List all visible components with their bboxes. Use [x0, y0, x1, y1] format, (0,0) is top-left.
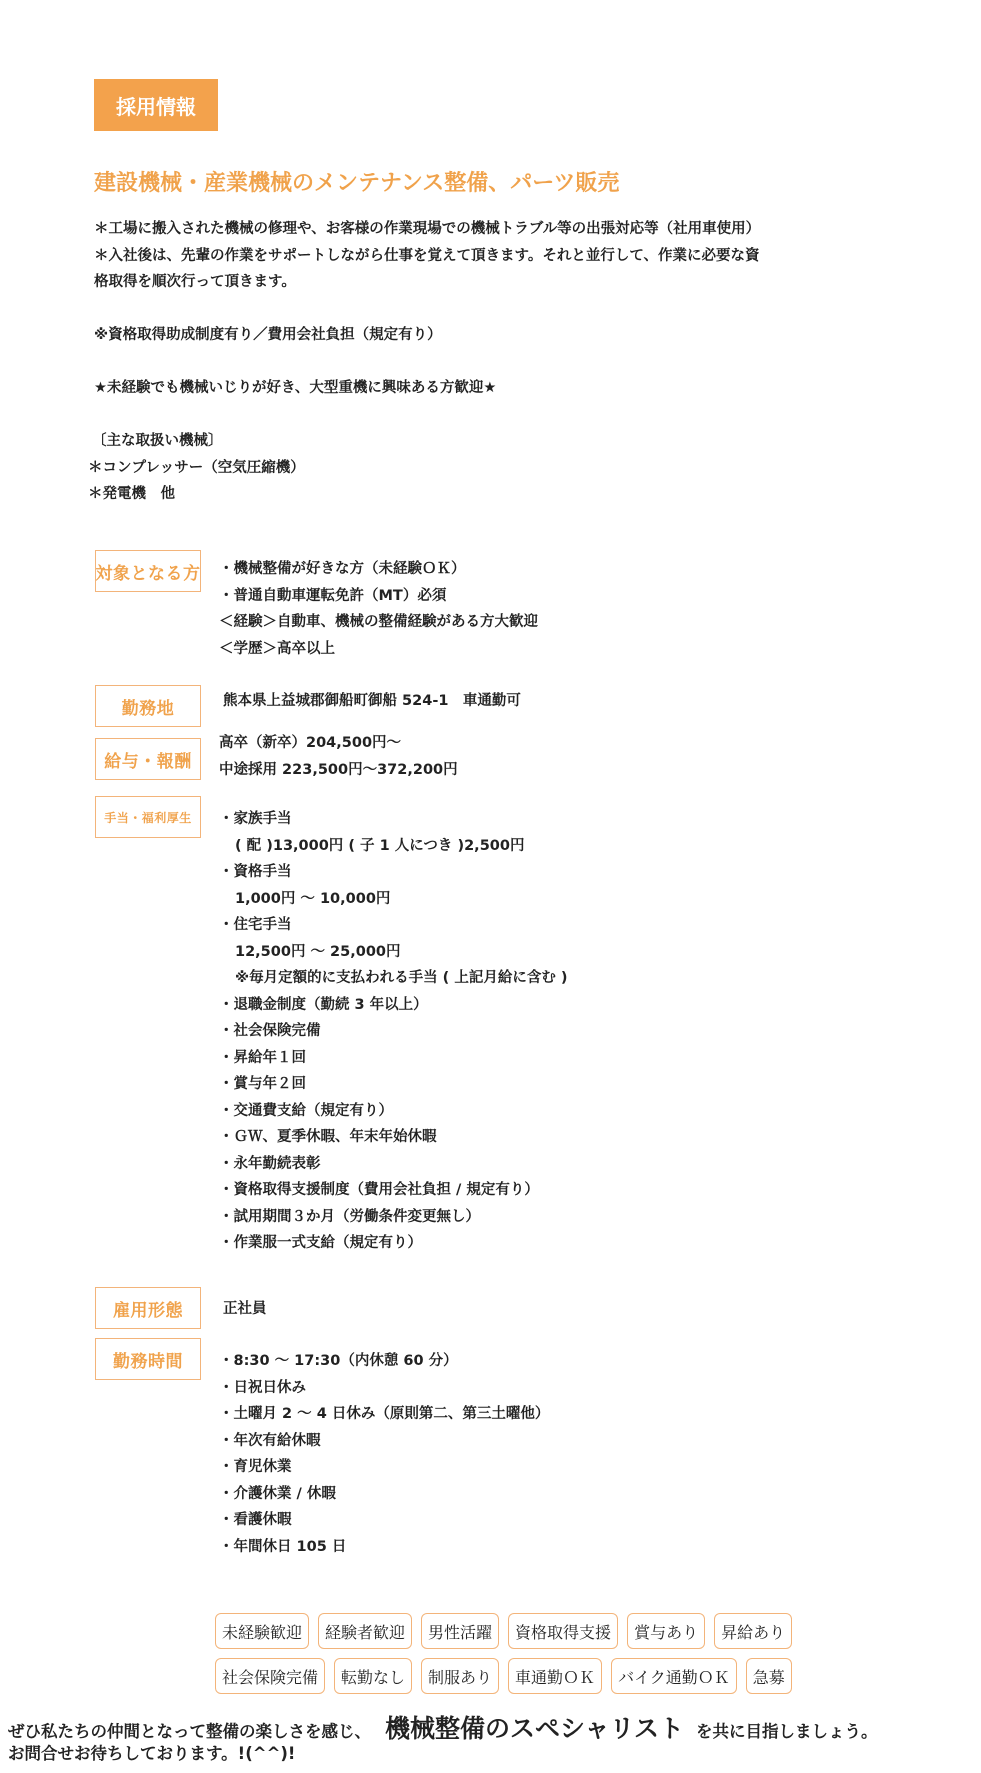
- salary-value: [219, 730, 458, 783]
- tag: 経験者歓迎: [318, 1613, 412, 1649]
- work-hours-label: 勤務時間: [95, 1338, 201, 1380]
- employment-type-label: 雇用形態: [95, 1287, 201, 1329]
- tag: 社会保険完備: [215, 1658, 325, 1694]
- benefit-line: ・住宅手当: [219, 917, 292, 933]
- work-location-label: 勤務地: [95, 685, 201, 727]
- work-hours-value: [219, 1348, 549, 1560]
- benefit-line: ・永年勤続表彰: [219, 1155, 321, 1172]
- benefit-line: ・家族手当: [219, 811, 292, 827]
- intro-line: 〔主な取扱い機械〕: [92, 433, 223, 449]
- hours-line: ・日祝日休み: [219, 1379, 306, 1396]
- salary-label: 給与・報酬: [95, 738, 201, 780]
- benefit-line: ・資格手当: [219, 864, 292, 880]
- target-line: ＜学歴＞高卒以上: [219, 640, 335, 657]
- feature-tags: [215, 1613, 845, 1703]
- target-candidates-value: [219, 556, 538, 662]
- tag: 賞与あり: [627, 1613, 705, 1649]
- tag: 未経験歓迎: [215, 1613, 309, 1649]
- hours-line: ・看護休暇: [219, 1512, 292, 1528]
- benefit-line: 12,500円 ～ 25,000円: [235, 943, 401, 960]
- hours-line: ・年次有給休暇: [219, 1432, 321, 1449]
- hours-line: ・介護休業 / 休暇: [219, 1485, 336, 1502]
- tag: 制服あり: [421, 1658, 499, 1694]
- salary-line: 高卒（新卒）204,500円～: [219, 735, 402, 751]
- target-line: ・機械整備が好きな方（未経験ＯＫ）: [219, 561, 466, 577]
- job-headline: 建設機械・産業機械のメンテナンス整備、パーツ販売: [94, 171, 620, 196]
- benefit-line: 1,000円 ～ 10,000円: [235, 890, 391, 907]
- intro-line: ＊入社後は、先輩の作業をサポートしながら仕事を覚えて頂きます。それと並行して、作業に必要な資: [94, 247, 760, 264]
- benefit-line: ( 配 )13,000円 ( 子 1 人につき )2,500円: [235, 837, 525, 854]
- tag: 転勤なし: [334, 1658, 412, 1694]
- hours-line: ・育児休業: [219, 1459, 292, 1475]
- closing-after: を共に目指しましょう。: [696, 1722, 878, 1741]
- benefit-line: ・昇給年１回: [219, 1049, 306, 1066]
- benefit-line: ・ＧＷ、夏季休暇、年末年始休暇: [219, 1129, 437, 1145]
- benefit-line: ※毎月定額的に支払われる手当 ( 上記月給に含む ): [235, 970, 568, 986]
- tag: バイク通勤ＯＫ: [611, 1658, 737, 1694]
- benefits-label: 手当・福利厚生: [95, 796, 201, 838]
- target-line: ＜経験＞自動車、機械の整備経験がある方大歓迎: [219, 614, 538, 630]
- intro-line: [94, 296, 834, 323]
- recruitment-info-badge: 採用情報: [94, 79, 218, 131]
- intro-line: ＊発電機 他: [88, 486, 175, 502]
- tag: 資格取得支援: [508, 1613, 618, 1649]
- benefit-line: ・社会保険完備: [219, 1023, 321, 1039]
- benefits-value: [219, 806, 568, 1257]
- hours-line: ・土曜月 2 ～ 4 日休み（原則第二、第三土曜他）: [219, 1406, 550, 1422]
- intro-line: ※資格取得助成制度有り／費用会社負担（規定有り）: [94, 327, 442, 343]
- location-line: 熊本県上益城郡御船町御船 524-1 車通勤可: [223, 693, 521, 709]
- hours-line: ・8:30 ～ 17:30（内休憩 60 分）: [219, 1353, 458, 1369]
- intro-line: ★未経験でも機械いじりが好き、大型重機に興味ある方歓迎★: [94, 380, 497, 396]
- target-line: ・普通自動車運転免許（MT）必須: [219, 587, 447, 604]
- intro-line: ＊コンプレッサー（空気圧縮機）: [88, 459, 305, 476]
- closing-emphasis: 機械整備のスペシャリスト: [385, 1714, 685, 1743]
- benefit-line: ・試用期間３か月（労働条件変更無し）: [219, 1208, 480, 1225]
- closing-contact-line: お問合せお待ちしております。!(^^)!: [8, 1744, 296, 1763]
- benefit-line: ・作業服一式支給（規定有り）: [219, 1235, 422, 1251]
- intro-line: [94, 402, 834, 429]
- job-description: [88, 216, 834, 508]
- closing-before: ぜひ私たちの仲間となって整備の楽しさを感じ、: [8, 1722, 371, 1741]
- tag-row: [215, 1658, 845, 1694]
- salary-line: 中途採用 223,500円～372,200円: [219, 761, 458, 778]
- tag: 車通勤ＯＫ: [508, 1658, 602, 1694]
- intro-line: ＊工場に搬入された機械の修理や、お客様の作業現場での機械トラブル等の出張対応等（社用車使用）: [94, 221, 761, 237]
- tag: 急募: [746, 1658, 792, 1694]
- intro-line: [94, 349, 834, 376]
- tag-row: [215, 1613, 845, 1649]
- target-candidates-label: 対象となる方: [95, 550, 201, 592]
- employment-line: 正社員: [223, 1301, 267, 1317]
- intro-line: 格取得を順次行って頂きます。: [94, 274, 296, 290]
- employment-type-value: [223, 1296, 267, 1323]
- tag: 昇給あり: [714, 1613, 792, 1649]
- benefit-line: ・資格取得支援制度（費用会社負担 / 規定有り）: [219, 1182, 539, 1198]
- benefit-line: ・交通費支給（規定有り）: [219, 1102, 393, 1119]
- work-location-value: [223, 688, 521, 715]
- hours-line: ・年間休日 105 日: [219, 1538, 347, 1555]
- benefit-line: ・退職金制度（勤続 3 年以上）: [219, 996, 428, 1013]
- tag: 男性活躍: [421, 1613, 499, 1649]
- benefit-line: ・賞与年２回: [219, 1076, 306, 1092]
